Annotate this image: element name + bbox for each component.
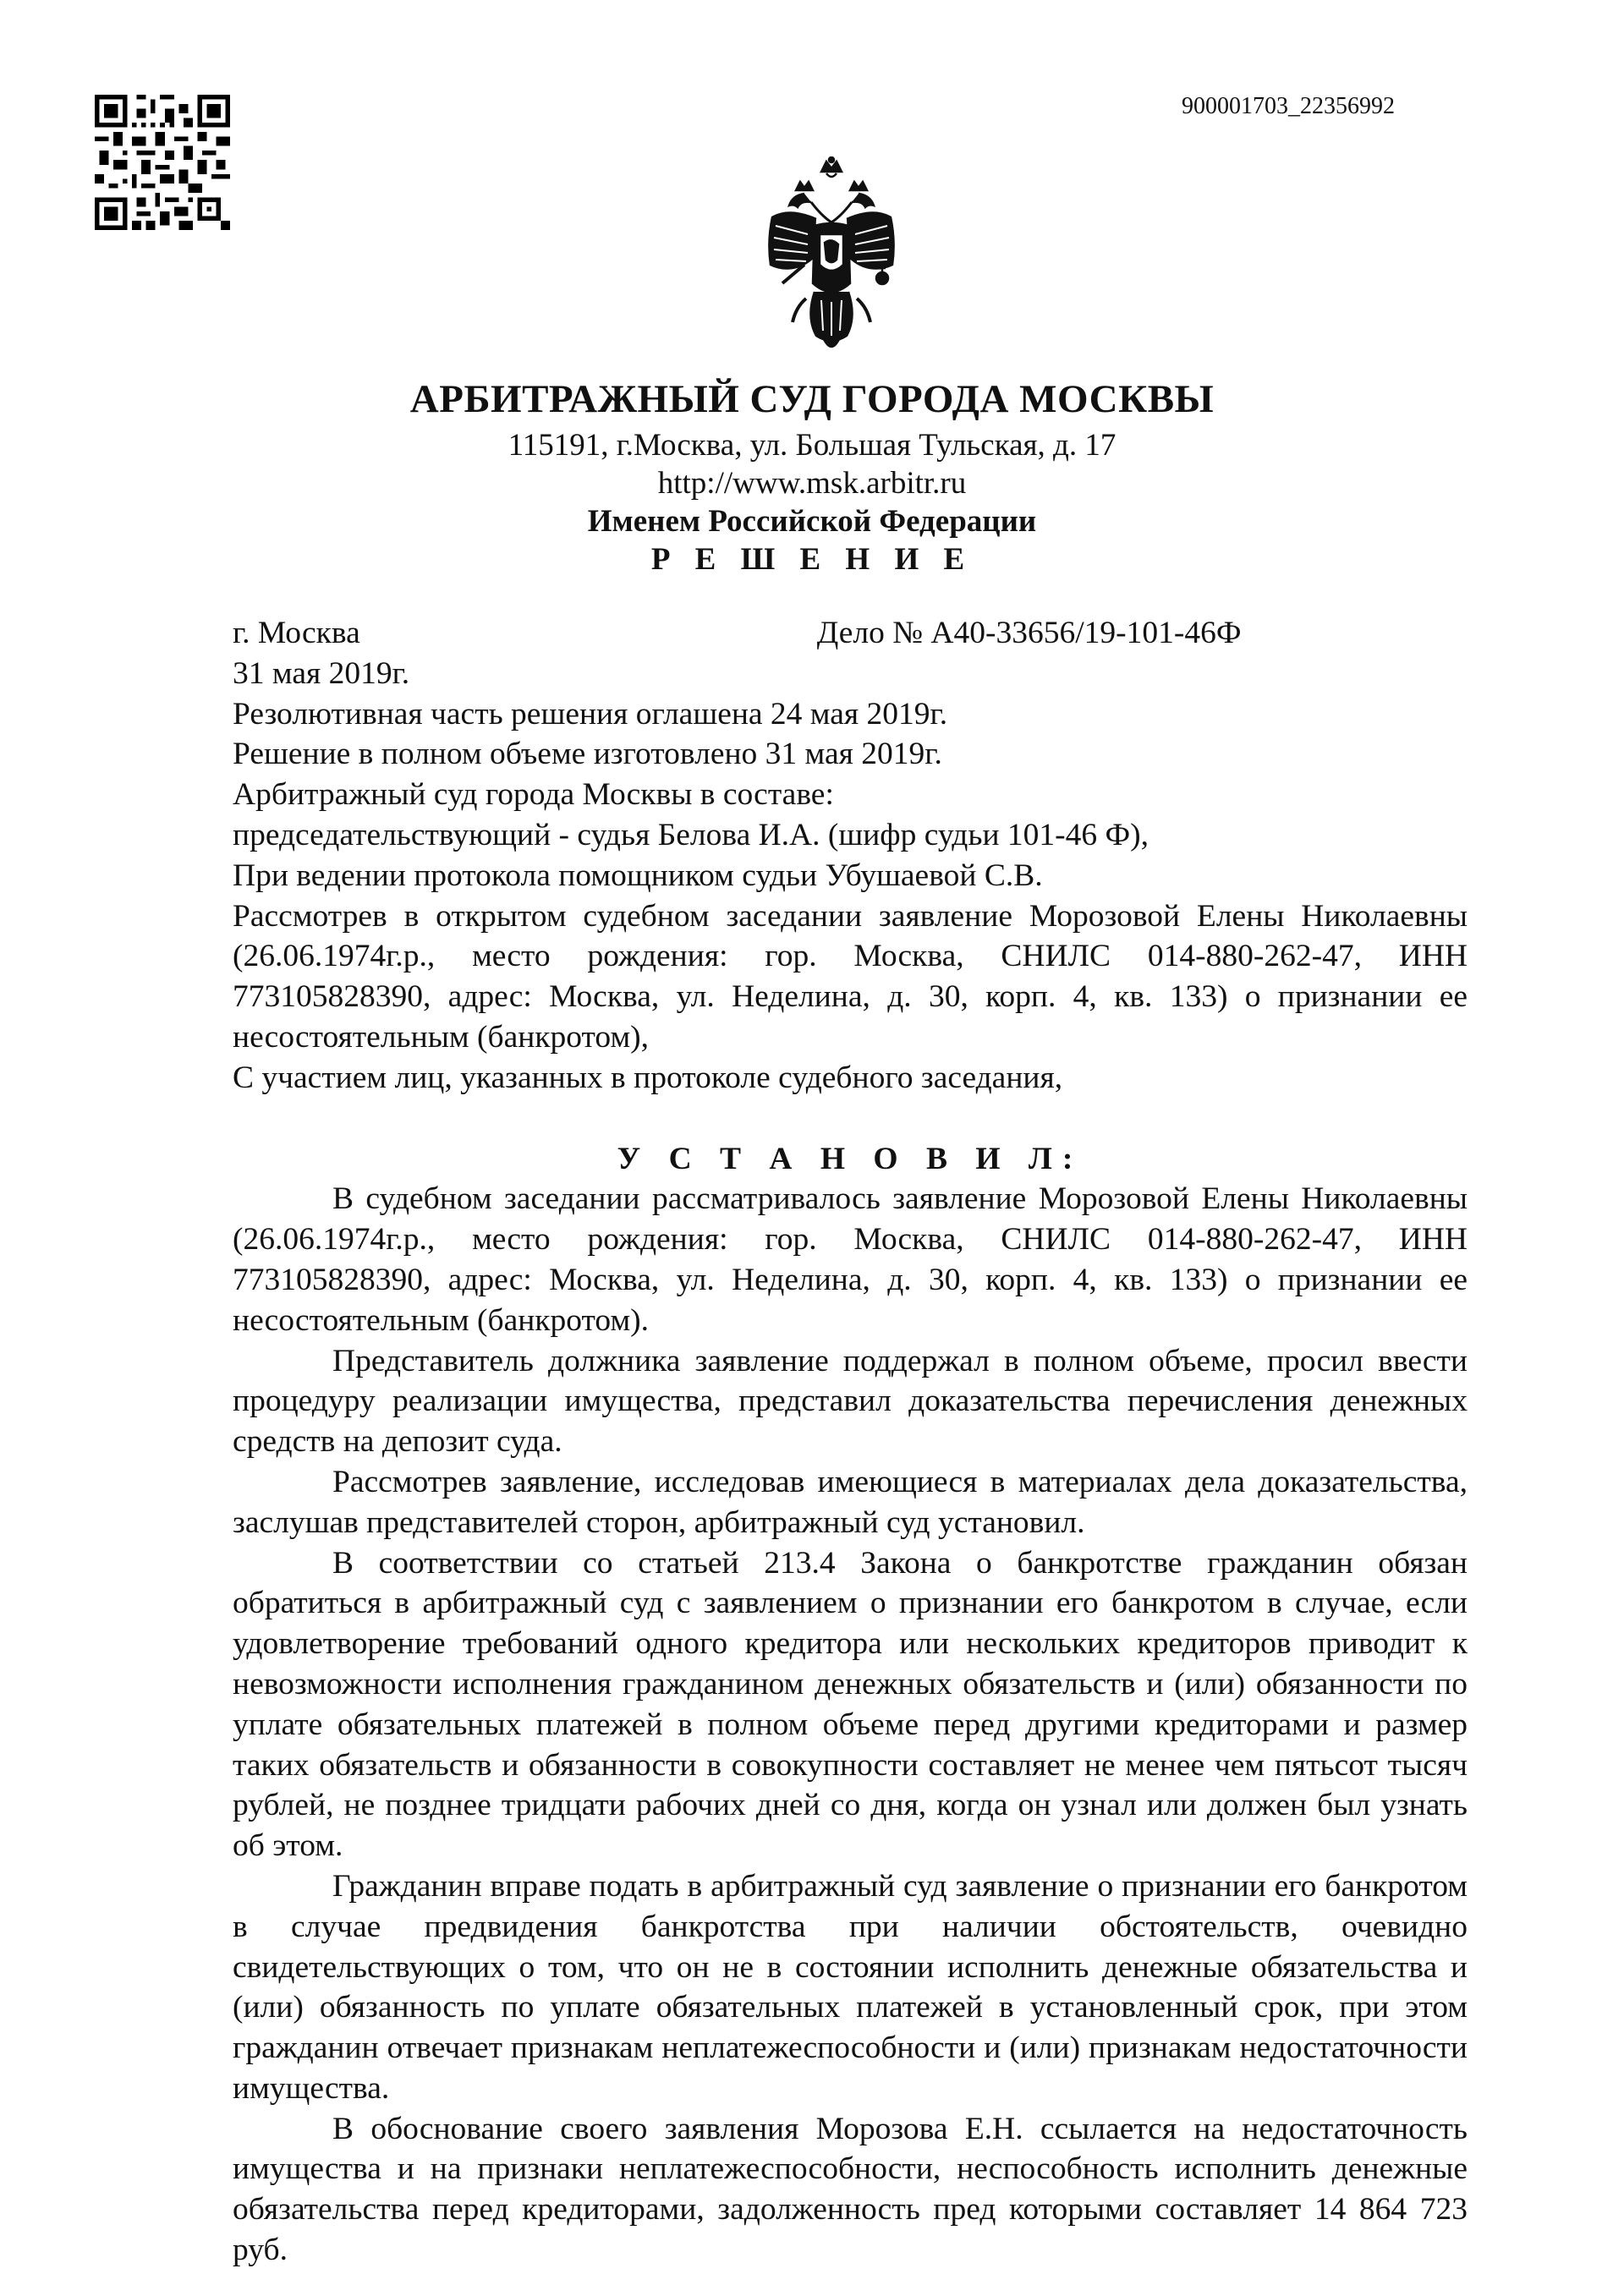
city: г. Москва bbox=[233, 616, 360, 650]
qr-code-icon bbox=[95, 95, 230, 230]
court-website: http://www.msk.arbitr.ru bbox=[657, 466, 967, 501]
case-number: Дело № А40-33656/19-101-46Ф bbox=[816, 616, 1242, 650]
meta-row bbox=[233, 613, 1468, 654]
body-paragraph: Гражданин вправе подать в арбитражный суд заявление о признании его банкротом в случае предвидения банкротства при наличии обстоятельств, очевидно свидетельствующих о том, что он не в состоянии исполнить денежные обязательства и (или) обязанность по уплате обязательных платежей в установленный срок, при этом гражданин отвечает признакам неплатежеспособности и (или) признакам недостаточности имущества. bbox=[233, 1868, 1468, 2106]
intro-paragraph: Рассмотрев в открытом судебном заседании заявление Морозовой Елены Николаевны (26.06.1974г.р., место рождения: гор. Москва, СНИЛС 014-880-262-47, ИНН 773105828390, адрес: Москва, ул. Неделина, д. 30, корп. 4, кв. 133) о признании ее несостоятельным (банкротом), bbox=[233, 898, 1468, 1055]
decision-title: Р Е Ш Е Н И Е bbox=[650, 542, 974, 577]
in-name-heading: Именем Российской Федерации bbox=[587, 504, 1037, 539]
court-name: АРБИТРАЖНЫЙ СУД ГОРОДА МОСКВЫ bbox=[409, 377, 1215, 421]
intro-line: Арбитражный суд города Москвы в составе: bbox=[233, 777, 834, 813]
body-paragraph: Представитель должника заявление поддержал в полном объеме, просил ввести процедуру реализации имущества, представил доказательства перечисления денежных средств на депозит суда. bbox=[233, 1343, 1468, 1460]
body-paragraph: В обоснование своего заявления Морозова Е.Н. ссылается на недостаточность имущества и на признаки неплатежеспособности, неспособность исполнить денежные обязательства перед кредиторами, задолженность пред которыми составляет 14 864 723 руб. bbox=[233, 2111, 1468, 2268]
intro-line: Резолютивная часть решения оглашена 24 мая 2019г. bbox=[233, 696, 948, 732]
intro-line: При ведении протокола помощником судьи Убушаевой С.В. bbox=[233, 858, 1043, 893]
body-paragraph: В соответствии со статьей 213.4 Закона о банкротстве гражданин обязан обратиться в арбитражный суд с заявлением о признании его банкротом в случае, если удовлетворение требований одного кредитора или нескольких кредиторов приводит к невозможности исполнения гражданином денежных обязательств и (или) обязанности по уплате обязательных платежей в полном объеме перед другими кредиторами и размер таких обязательств и обязанности в совокупности составляет не менее чем пятьсот тысяч рублей, не позднее тридцати рабочих дней со дня, когда он узнал или должен был узнать об этом. bbox=[233, 1545, 1468, 1864]
coat-of-arms-icon bbox=[755, 156, 908, 364]
intro-line: Решение в полном объеме изготовлено 31 мая 2019г. bbox=[233, 737, 942, 772]
decision-date: 31 мая 2019г. bbox=[233, 655, 410, 691]
court-address: 115191, г.Москва, ул. Большая Тульская, д. 17 bbox=[508, 428, 1116, 463]
body-paragraph: Рассмотрев заявление, исследовав имеющиеся в материалах дела доказательства, заслушав представителей сторон, арбитражный суд установил. bbox=[233, 1464, 1468, 1540]
section-title: У С Т А Н О В И Л: bbox=[617, 1141, 1084, 1176]
document-number: 900001703_22356992 bbox=[1182, 93, 1395, 119]
intro-line: С участием лиц, указанных в протоколе судебного заседания, bbox=[233, 1060, 1063, 1095]
intro-line: председательствующий - судья Белова И.А. (шифр судьи 101-46 Ф), bbox=[233, 817, 1149, 852]
document-body bbox=[233, 613, 1468, 2271]
body-paragraph: В судебном заседании рассматривалось заявление Морозовой Елены Николаевны (26.06.1974г.р., место рождения: гор. Москва, СНИЛС 014-880-262-47, ИНН 773105828390, адрес: Москва, ул. Неделина, д. 30, корп. 4, кв. 133) о признании ее несостоятельным (банкротом). bbox=[233, 1181, 1468, 1338]
